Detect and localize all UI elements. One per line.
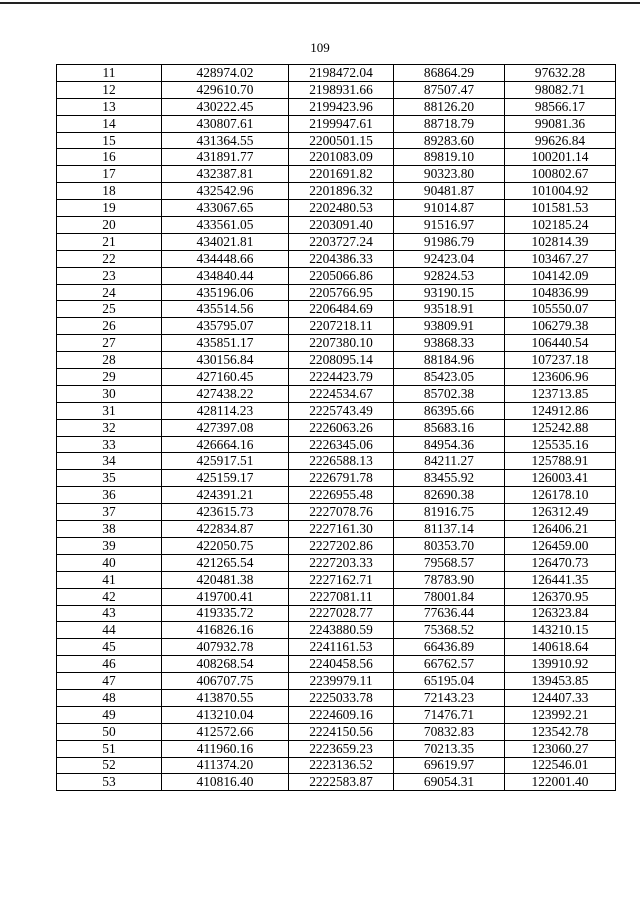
- table-cell: 16: [57, 149, 162, 166]
- table-cell: 102185.24: [505, 217, 616, 234]
- table-cell: 88126.20: [394, 98, 505, 115]
- table-cell: 2205766.95: [289, 284, 394, 301]
- table-cell: 2227028.77: [289, 605, 394, 622]
- table-row: [57, 98, 616, 115]
- table-row: [57, 217, 616, 234]
- table-cell: 2198931.66: [289, 81, 394, 98]
- table-row: [57, 267, 616, 284]
- table-row: [57, 487, 616, 504]
- table-cell: 45: [57, 639, 162, 656]
- table-cell: 18: [57, 183, 162, 200]
- table-row: [57, 200, 616, 217]
- table-cell: 425159.17: [162, 470, 289, 487]
- table-row: [57, 166, 616, 183]
- table-cell: 88718.79: [394, 115, 505, 132]
- table-cell: 434021.81: [162, 233, 289, 250]
- table-cell: 92824.53: [394, 267, 505, 284]
- table-row: [57, 470, 616, 487]
- table-row: [57, 115, 616, 132]
- table-row: [57, 149, 616, 166]
- table-cell: 126003.41: [505, 470, 616, 487]
- table-cell: 99081.36: [505, 115, 616, 132]
- table-row: [57, 453, 616, 470]
- table-cell: 100201.14: [505, 149, 616, 166]
- table-row: [57, 504, 616, 521]
- table-cell: 2200501.15: [289, 132, 394, 149]
- table-cell: 91986.79: [394, 233, 505, 250]
- table-row: [57, 183, 616, 200]
- table-cell: 2226791.78: [289, 470, 394, 487]
- table-cell: 12: [57, 81, 162, 98]
- table-cell: 2241161.53: [289, 639, 394, 656]
- table-cell: 77636.44: [394, 605, 505, 622]
- table-cell: 38: [57, 521, 162, 538]
- table-cell: 51: [57, 740, 162, 757]
- table-cell: 126323.84: [505, 605, 616, 622]
- table-cell: 104836.99: [505, 284, 616, 301]
- table-row: [57, 402, 616, 419]
- table-cell: 124912.86: [505, 402, 616, 419]
- table-cell: 69054.31: [394, 774, 505, 791]
- table-row: [57, 385, 616, 402]
- table-cell: 430156.84: [162, 352, 289, 369]
- table-cell: 85683.16: [394, 419, 505, 436]
- table-cell: 422834.87: [162, 521, 289, 538]
- table-cell: 432542.96: [162, 183, 289, 200]
- table-cell: 100802.67: [505, 166, 616, 183]
- table-cell: 2201083.09: [289, 149, 394, 166]
- table-cell: 39: [57, 537, 162, 554]
- table-cell: 428974.02: [162, 65, 289, 82]
- table-cell: 2240458.56: [289, 656, 394, 673]
- table-cell: 2227078.76: [289, 504, 394, 521]
- table-cell: 89283.60: [394, 132, 505, 149]
- table-row: [57, 284, 616, 301]
- table-row: [57, 419, 616, 436]
- table-cell: 139453.85: [505, 673, 616, 690]
- table-cell: 2208095.14: [289, 352, 394, 369]
- table-cell: 11: [57, 65, 162, 82]
- table-row: [57, 673, 616, 690]
- table-cell: 86395.66: [394, 402, 505, 419]
- table-cell: 125242.88: [505, 419, 616, 436]
- table-cell: 407932.78: [162, 639, 289, 656]
- table-cell: 413210.04: [162, 706, 289, 723]
- table-cell: 2226063.26: [289, 419, 394, 436]
- table-cell: 435514.56: [162, 301, 289, 318]
- table-cell: 13: [57, 98, 162, 115]
- table-cell: 92423.04: [394, 250, 505, 267]
- table-cell: 21: [57, 233, 162, 250]
- table-cell: 2225743.49: [289, 402, 394, 419]
- table-cell: 15: [57, 132, 162, 149]
- table-cell: 433561.05: [162, 217, 289, 234]
- table-cell: 90323.80: [394, 166, 505, 183]
- table-row: [57, 537, 616, 554]
- table-cell: 66436.89: [394, 639, 505, 656]
- table-cell: 101581.53: [505, 200, 616, 217]
- table-cell: 41: [57, 571, 162, 588]
- table-cell: 2225033.78: [289, 689, 394, 706]
- table-cell: 93809.91: [394, 318, 505, 335]
- table-cell: 82690.38: [394, 487, 505, 504]
- table-cell: 125535.16: [505, 436, 616, 453]
- table-cell: 53: [57, 774, 162, 791]
- table-cell: 2227081.11: [289, 588, 394, 605]
- table-cell: 2207380.10: [289, 335, 394, 352]
- table-cell: 24: [57, 284, 162, 301]
- table-cell: 2203727.24: [289, 233, 394, 250]
- table-cell: 411374.20: [162, 757, 289, 774]
- table-row: [57, 65, 616, 82]
- table-row: [57, 81, 616, 98]
- table-cell: 123542.78: [505, 723, 616, 740]
- table-cell: 125788.91: [505, 453, 616, 470]
- table-cell: 40: [57, 554, 162, 571]
- table-cell: 123713.85: [505, 385, 616, 402]
- table-cell: 26: [57, 318, 162, 335]
- table-cell: 2198472.04: [289, 65, 394, 82]
- table-cell: 70213.35: [394, 740, 505, 757]
- table-cell: 98082.71: [505, 81, 616, 98]
- table-cell: 2223659.23: [289, 740, 394, 757]
- table-cell: 36: [57, 487, 162, 504]
- table-cell: 105550.07: [505, 301, 616, 318]
- table-cell: 420481.38: [162, 571, 289, 588]
- table-cell: 87507.47: [394, 81, 505, 98]
- table-cell: 34: [57, 453, 162, 470]
- table-cell: 91014.87: [394, 200, 505, 217]
- table-cell: 46: [57, 656, 162, 673]
- table-row: [57, 335, 616, 352]
- table-cell: 434448.66: [162, 250, 289, 267]
- table-cell: 411960.16: [162, 740, 289, 757]
- table-cell: 2207218.11: [289, 318, 394, 335]
- table-cell: 93518.91: [394, 301, 505, 318]
- table-cell: 429610.70: [162, 81, 289, 98]
- table-row: [57, 706, 616, 723]
- table-cell: 88184.96: [394, 352, 505, 369]
- table-cell: 23: [57, 267, 162, 284]
- table-cell: 122001.40: [505, 774, 616, 791]
- table-cell: 406707.75: [162, 673, 289, 690]
- table-cell: 49: [57, 706, 162, 723]
- table-cell: 66762.57: [394, 656, 505, 673]
- table-cell: 29: [57, 369, 162, 386]
- table-cell: 2201896.32: [289, 183, 394, 200]
- table-row: [57, 723, 616, 740]
- table-cell: 123606.96: [505, 369, 616, 386]
- table-cell: 126370.95: [505, 588, 616, 605]
- table-cell: 413870.55: [162, 689, 289, 706]
- table-cell: 70832.83: [394, 723, 505, 740]
- table-cell: 90481.87: [394, 183, 505, 200]
- table-cell: 2222583.87: [289, 774, 394, 791]
- table-row: [57, 369, 616, 386]
- table-cell: 78783.90: [394, 571, 505, 588]
- table-cell: 75368.52: [394, 622, 505, 639]
- table-cell: 93190.15: [394, 284, 505, 301]
- table-row: [57, 656, 616, 673]
- table-cell: 123060.27: [505, 740, 616, 757]
- table-cell: 93868.33: [394, 335, 505, 352]
- table-cell: 143210.15: [505, 622, 616, 639]
- table-cell: 2224150.56: [289, 723, 394, 740]
- table-cell: 83455.92: [394, 470, 505, 487]
- table-cell: 2227202.86: [289, 537, 394, 554]
- table-cell: 85702.38: [394, 385, 505, 402]
- table-cell: 419700.41: [162, 588, 289, 605]
- table-row: [57, 132, 616, 149]
- table-cell: 2227203.33: [289, 554, 394, 571]
- table-cell: 79568.57: [394, 554, 505, 571]
- table-cell: 430222.45: [162, 98, 289, 115]
- table-cell: 98566.17: [505, 98, 616, 115]
- table-cell: 2227161.30: [289, 521, 394, 538]
- table-cell: 126470.73: [505, 554, 616, 571]
- table-cell: 2226955.48: [289, 487, 394, 504]
- table-cell: 426664.16: [162, 436, 289, 453]
- table-cell: 48: [57, 689, 162, 706]
- table-cell: 84211.27: [394, 453, 505, 470]
- table-row: [57, 301, 616, 318]
- table-cell: 2226588.13: [289, 453, 394, 470]
- table-cell: 126312.49: [505, 504, 616, 521]
- table-cell: 14: [57, 115, 162, 132]
- table-cell: 410816.40: [162, 774, 289, 791]
- table-cell: 423615.73: [162, 504, 289, 521]
- table-cell: 2224534.67: [289, 385, 394, 402]
- table-cell: 435851.17: [162, 335, 289, 352]
- table-cell: 430807.61: [162, 115, 289, 132]
- table-cell: 22: [57, 250, 162, 267]
- table-cell: 412572.66: [162, 723, 289, 740]
- table-cell: 435795.07: [162, 318, 289, 335]
- table-cell: 432387.81: [162, 166, 289, 183]
- table-cell: 421265.54: [162, 554, 289, 571]
- table-cell: 2239979.11: [289, 673, 394, 690]
- table-cell: 431891.77: [162, 149, 289, 166]
- table-cell: 32: [57, 419, 162, 436]
- table-cell: 2224609.16: [289, 706, 394, 723]
- table-row: [57, 233, 616, 250]
- table-cell: 427438.22: [162, 385, 289, 402]
- table-cell: 28: [57, 352, 162, 369]
- table-cell: 434840.44: [162, 267, 289, 284]
- table-cell: 106440.54: [505, 335, 616, 352]
- page-number: 109: [310, 40, 330, 55]
- table-cell: 84954.36: [394, 436, 505, 453]
- table-cell: 33: [57, 436, 162, 453]
- table-cell: 2224423.79: [289, 369, 394, 386]
- table-cell: 25: [57, 301, 162, 318]
- table-cell: 126459.00: [505, 537, 616, 554]
- table-cell: 422050.75: [162, 537, 289, 554]
- table-row: [57, 622, 616, 639]
- table-cell: 71476.71: [394, 706, 505, 723]
- table-cell: 43: [57, 605, 162, 622]
- table-cell: 2223136.52: [289, 757, 394, 774]
- table-cell: 126441.35: [505, 571, 616, 588]
- table-cell: 139910.92: [505, 656, 616, 673]
- table-cell: 2227162.71: [289, 571, 394, 588]
- table-cell: 47: [57, 673, 162, 690]
- table-cell: 30: [57, 385, 162, 402]
- table-cell: 107237.18: [505, 352, 616, 369]
- table-body: [57, 65, 616, 791]
- table-cell: 35: [57, 470, 162, 487]
- table-row: [57, 605, 616, 622]
- table-cell: 81916.75: [394, 504, 505, 521]
- coordinates-table: [56, 64, 616, 791]
- table-cell: 2204386.33: [289, 250, 394, 267]
- table-cell: 2205066.86: [289, 267, 394, 284]
- table-cell: 52: [57, 757, 162, 774]
- table-row: [57, 740, 616, 757]
- table-cell: 27: [57, 335, 162, 352]
- table-cell: 122546.01: [505, 757, 616, 774]
- table-row: [57, 436, 616, 453]
- table-row: [57, 774, 616, 791]
- table-cell: 425917.51: [162, 453, 289, 470]
- table-cell: 44: [57, 622, 162, 639]
- table-cell: 69619.97: [394, 757, 505, 774]
- table-cell: 2206484.69: [289, 301, 394, 318]
- table-cell: 91516.97: [394, 217, 505, 234]
- table-row: [57, 571, 616, 588]
- table-cell: 85423.05: [394, 369, 505, 386]
- table-row: [57, 250, 616, 267]
- table-cell: 78001.84: [394, 588, 505, 605]
- table-cell: 435196.06: [162, 284, 289, 301]
- table-cell: 126406.21: [505, 521, 616, 538]
- table-row: [57, 588, 616, 605]
- table-cell: 80353.70: [394, 537, 505, 554]
- table-cell: 126178.10: [505, 487, 616, 504]
- table-row: [57, 554, 616, 571]
- table-cell: 433067.65: [162, 200, 289, 217]
- table-cell: 428114.23: [162, 402, 289, 419]
- table-cell: 2199947.61: [289, 115, 394, 132]
- table-cell: 81137.14: [394, 521, 505, 538]
- table-cell: 2243880.59: [289, 622, 394, 639]
- table-cell: 97632.28: [505, 65, 616, 82]
- table-cell: 2203091.40: [289, 217, 394, 234]
- table-cell: 103467.27: [505, 250, 616, 267]
- table-cell: 89819.10: [394, 149, 505, 166]
- table-cell: 37: [57, 504, 162, 521]
- table-row: [57, 639, 616, 656]
- table-cell: 140618.64: [505, 639, 616, 656]
- table-cell: 42: [57, 588, 162, 605]
- table-cell: 102814.39: [505, 233, 616, 250]
- table-cell: 86864.29: [394, 65, 505, 82]
- table-row: [57, 521, 616, 538]
- table-row: [57, 352, 616, 369]
- table-cell: 431364.55: [162, 132, 289, 149]
- table-cell: 17: [57, 166, 162, 183]
- table-cell: 104142.09: [505, 267, 616, 284]
- top-rule: [0, 2, 640, 4]
- table-cell: 99626.84: [505, 132, 616, 149]
- table-cell: 20: [57, 217, 162, 234]
- table-cell: 72143.23: [394, 689, 505, 706]
- table-cell: 2226345.06: [289, 436, 394, 453]
- table-cell: 101004.92: [505, 183, 616, 200]
- table-cell: 106279.38: [505, 318, 616, 335]
- table-cell: 427397.08: [162, 419, 289, 436]
- table-cell: 427160.45: [162, 369, 289, 386]
- table-cell: 123992.21: [505, 706, 616, 723]
- table-cell: 31: [57, 402, 162, 419]
- table-cell: 408268.54: [162, 656, 289, 673]
- table-row: [57, 757, 616, 774]
- table-cell: 2202480.53: [289, 200, 394, 217]
- table-cell: 2201691.82: [289, 166, 394, 183]
- table-cell: 419335.72: [162, 605, 289, 622]
- table-cell: 416826.16: [162, 622, 289, 639]
- table-cell: 19: [57, 200, 162, 217]
- table-cell: 424391.21: [162, 487, 289, 504]
- table-cell: 2199423.96: [289, 98, 394, 115]
- table-cell: 124407.33: [505, 689, 616, 706]
- table-row: [57, 318, 616, 335]
- table-row: [57, 689, 616, 706]
- table-cell: 50: [57, 723, 162, 740]
- table-cell: 65195.04: [394, 673, 505, 690]
